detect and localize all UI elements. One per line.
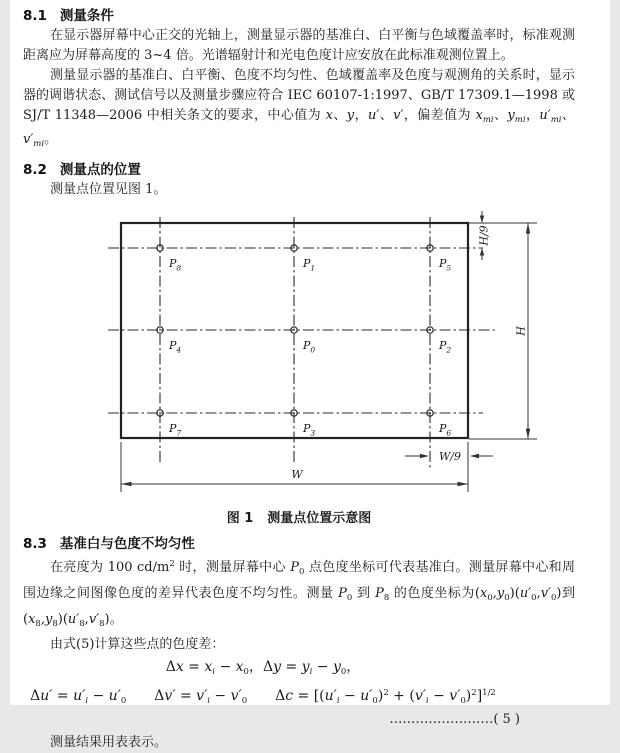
point-label-p5: $P_5$ — [439, 257, 452, 273]
dimension-label-h: H — [514, 326, 528, 336]
document-page — [10, 0, 610, 750]
paragraph-8-3: 在亮度为 100 $cd/m^2$ 时，测量屏幕中心 $P_0$ 点色度坐标可代表基准白。测量屏幕中心和周围边缘之间图像色度的差异代表色度不均匀性。测量 $P_0$ 到 $P_8$ 的色度坐标为$(x_0,y_0)(u'_0,v'_0)$到$(x_8,y_8)(u'_8,v'_8)$。 — [23, 559, 576, 629]
section-number-8-2: 8.2 — [23, 162, 47, 178]
point-label-p7: $P_7$ — [169, 422, 182, 438]
section-title-8-3: 基准白与色度不均匀性 — [59, 536, 195, 552]
section-title-8-1: 测量条件 — [59, 8, 114, 24]
point-label-p3: $P_3$ — [303, 422, 316, 438]
equation-number: ( 5 ) — [493, 712, 520, 727]
w-arrowhead-left — [121, 482, 132, 486]
point-label-p8: $P_8$ — [169, 257, 182, 273]
dimension-w — [121, 442, 468, 492]
equation-number-line — [23, 712, 575, 727]
point-label-p6: $P_6$ — [439, 422, 452, 438]
formula-line-1: $\Delta x = x_i - x_0$，$\Delta y = y_i - y_0$， — [165, 659, 361, 677]
point-label-p0: $P_0$ — [303, 339, 316, 355]
section-number-8-3: 8.3 — [23, 536, 47, 552]
figure-1 — [23, 206, 575, 498]
figure-caption — [23, 510, 575, 528]
measurement-points-diagram — [23, 206, 620, 498]
w-arrowhead-right — [458, 482, 469, 486]
section-heading-8-3 — [23, 534, 575, 554]
paragraph-8-1-b: 测量显示器的基准白、白平衡、色度不均匀性、色域覆盖率及色度与观测角的关系时，显示器的调谐状态、测试信号以及测量步骤应符合 IEC 60107-1:1997、GB/T 17309.1—1998 或 SJ/T 11348—2006 中相关条文的要求，中心值为 x、y，u′、v′，偏差值为 $x_{mi}$、$y_{mi}$，$u'_{mi}$、$v'_{mi}$。 — [23, 68, 575, 149]
formula-line-2: $\Delta u' = u'_i - u'_0$ $\Delta v' = v'_i - v'_0$ $\Delta c = [(u'_i - u'_0)^2 + (v'_i - v'_0)^2]^{1/2}$ — [30, 688, 496, 706]
dimension-h — [469, 223, 537, 439]
paragraph-8-2: 测量点位置见图 1。 — [50, 182, 167, 197]
dimension-w9 — [405, 450, 493, 463]
closing-sentence: 测量结果用表表示。 — [50, 735, 168, 750]
h9-arrowhead-down — [480, 216, 484, 224]
section-number-8-1: 8.1 — [23, 8, 47, 24]
paragraph-8-1-a: 在显示器屏幕中心正交的光轴上，测量显示器的基准白、白平衡与色域覆盖率时，标准观测距离应为屏幕高度的 3~4 倍。光谱辐射计和光电色度计应安放在此标准观测位置上。 — [23, 28, 575, 63]
section-title-8-2: 测量点的位置 — [59, 162, 141, 178]
point-label-p1: $P_1$ — [303, 257, 316, 273]
point-labels — [168, 257, 451, 438]
h-arrowhead-up — [526, 223, 530, 234]
figure-caption-label: 图 1 — [226, 511, 254, 526]
w9-arrowhead-left — [470, 454, 479, 458]
h9-arrowhead-up — [480, 248, 484, 256]
dimension-label-w: W — [291, 468, 303, 481]
dimension-h9 — [469, 211, 537, 260]
dimension-label-w9: W/9 — [438, 450, 462, 463]
equation-dots: …………………… — [389, 712, 494, 727]
point-label-p4: $P_4$ — [169, 339, 182, 355]
h-arrowhead-down — [526, 429, 530, 440]
point-label-p2: $P_2$ — [439, 339, 452, 355]
w9-arrowhead-right — [420, 454, 429, 458]
formula-intro: 由式(5)计算这些点的色度差： — [50, 637, 225, 652]
section-heading-8-2 — [23, 160, 575, 180]
centerlines — [108, 217, 496, 468]
dimension-label-h9: H/9 — [477, 225, 491, 246]
figure-caption-title: 测量点位置示意图 — [267, 511, 372, 526]
section-heading-8-1 — [23, 6, 575, 26]
